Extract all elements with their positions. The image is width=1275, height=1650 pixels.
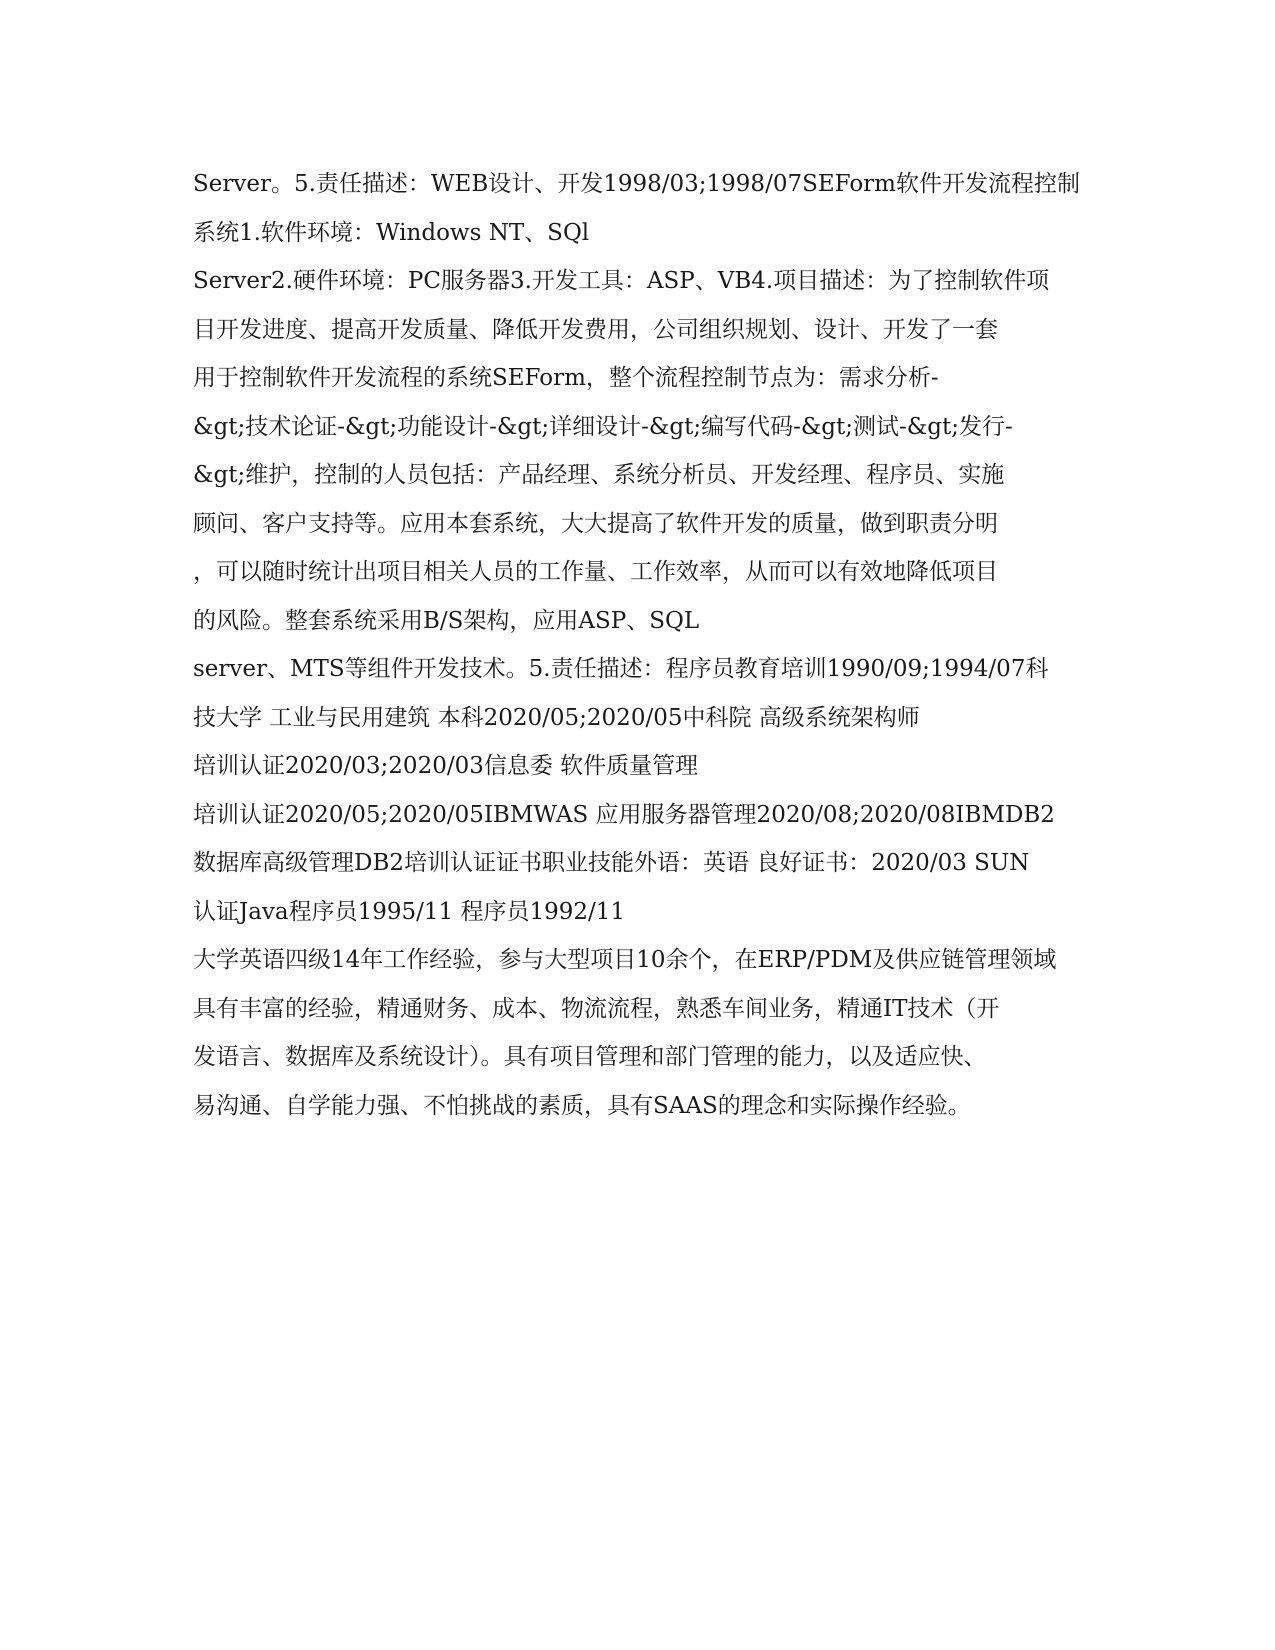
text-line: 系统1.软件环境：Windows NT、SQl [193, 219, 590, 246]
text-line: 易沟通、自学能力强、不怕挑战的素质，具有SAAS的理念和实际操作经验。 [193, 1092, 971, 1119]
text-line: 发语言、数据库及系统设计）。具有项目管理和部门管理的能力，以及适应快、 [193, 1044, 987, 1070]
text-line: 认证Java程序员1995/11 程序员1992/11 [193, 898, 626, 925]
text-line: 大学英语四级14年工作经验，参与大型项目10余个，在ERP/PDM及供应链管理领域 [193, 947, 1057, 973]
text-line: 的风险。整套系统采用B/S架构，应用ASP、SQL [193, 607, 700, 634]
text-line: 用于控制软件开发流程的系统SEForm，整个流程控制节点为：需求分析- [193, 365, 939, 391]
text-line: Server2.硬件环境：PC服务器3.开发工具：ASP、VB4.项目描述：为了控制软件项 [193, 268, 1050, 294]
resume-body-text [193, 160, 1093, 1130]
text-line: 培训认证2020/05;2020/05IBMWAS 应用服务器管理2020/08;2020/08IBMDB2 [193, 801, 1055, 828]
text-line: Server。5.责任描述：WEB设计、开发1998/03;1998/07SEForm软件开发流程控制 [193, 171, 1080, 197]
text-line: server、MTS等组件开发技术。5.责任描述：程序员教育培训1990/09;1994/07科 [193, 656, 1049, 682]
text-line: 顾问、客户支持等。应用本套系统，大大提高了软件开发的质量，做到职责分明 [193, 510, 998, 537]
text-line: 培训认证2020/03;2020/03信息委 软件质量管理 [193, 753, 699, 779]
text-line: 目开发进度、提高开发质量、降低开发费用，公司组织规划、设计、开发了一套 [193, 316, 998, 343]
text-line: ，可以随时统计出项目相关人员的工作量、工作效率，从而可以有效地降低项目 [193, 559, 998, 585]
text-line: 具有丰富的经验，精通财务、成本、物流流程，熟悉车间业务，精通IT技术（开 [193, 995, 1000, 1022]
text-line: &gt;维护，控制的人员包括：产品经理、系统分析员、开发经理、程序员、实施 [193, 462, 1005, 488]
text-line: 数据库高级管理DB2培训认证证书职业技能外语：英语 良好证书：2020/03 SUN [193, 850, 1030, 876]
text-line: 技大学 工业与民用建筑 本科2020/05;2020/05中科院 高级系统架构师 [193, 704, 920, 731]
text-line: &gt;技术论证-&gt;功能设计-&gt;详细设计-&gt;编写代码-&gt;测试-&gt;发行- [193, 413, 1013, 440]
